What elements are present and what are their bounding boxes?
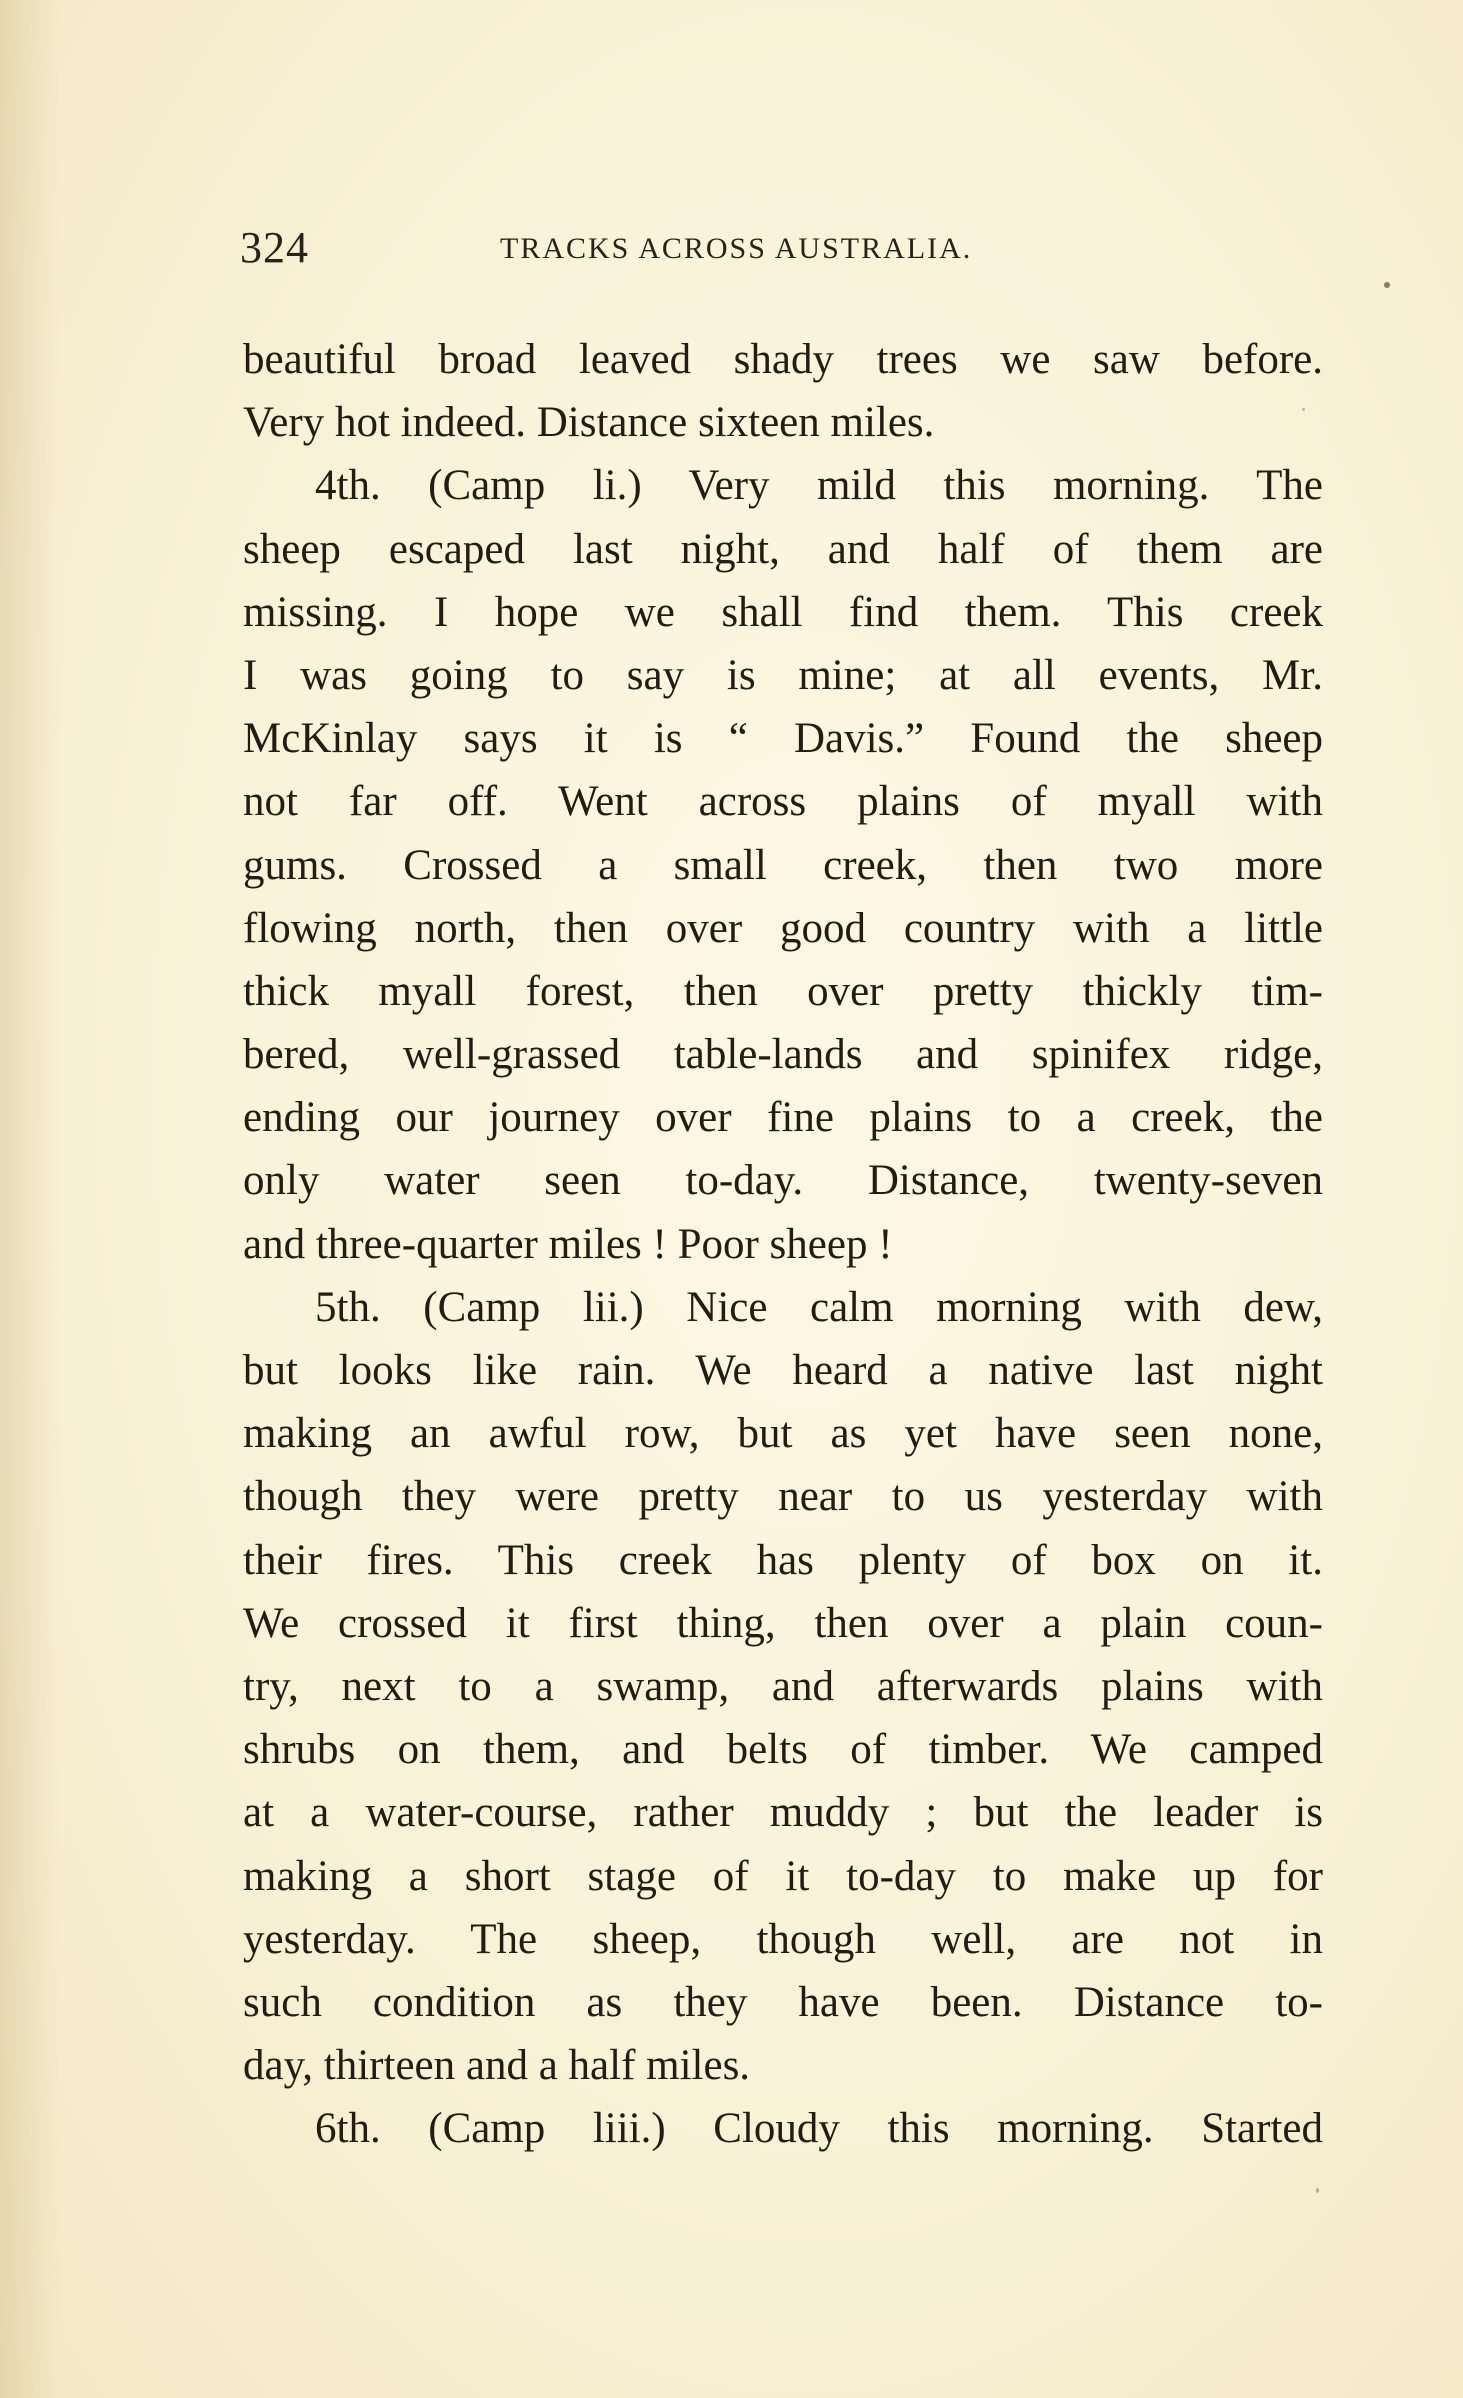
text-line: only water seen to-day. Distance, twenty-seven: [243, 1157, 1323, 1205]
text-line: Very hot indeed. Distance sixteen miles.: [243, 399, 935, 447]
text-line: not far off. Went across plains of myall with: [243, 778, 1323, 826]
text-line: bered, well-grassed table-lands and spinifex ridge,: [243, 1031, 1323, 1079]
text-line: We crossed it first thing, then over a plain coun-: [243, 1599, 1323, 1647]
body-text: [243, 328, 1323, 2160]
text-line: shrubs on them, and belts of timber. We camped: [243, 1726, 1323, 1774]
text-line: such condition as they have been. Distance to-: [243, 1978, 1323, 2026]
running-head: TRACKS ACROSS AUSTRALIA.: [500, 232, 973, 265]
text-line: sheep escaped last night, and half of them are: [243, 525, 1323, 573]
text-line: I was going to say is mine; at all events, Mr.: [243, 651, 1323, 699]
text-line: yesterday. The sheep, though well, are not in: [243, 1915, 1323, 1963]
text-line: day, thirteen and a half miles.: [243, 2042, 751, 2090]
text-line: try, next to a swamp, and afterwards plains with: [243, 1662, 1323, 1710]
text-line: beautiful broad leaved shady trees we saw before.: [243, 336, 1323, 383]
text-line: missing. I hope we shall find them. This creek: [243, 588, 1323, 636]
text-line: 4th. (Camp li.) Very mild this morning. The: [315, 462, 1323, 510]
paper-speck: [1316, 2188, 1319, 2193]
text-line: thick myall forest, then over pretty thickly tim-: [243, 967, 1323, 1015]
page-gutter-shadow: [0, 0, 60, 2398]
text-line: McKinlay says it is “ Davis.” Found the sheep: [243, 715, 1323, 763]
text-line: 6th. (Camp liii.) Cloudy this morning. Started: [315, 2105, 1323, 2153]
paper-speck: [1302, 408, 1305, 411]
text-line: but looks like rain. We heard a native last night: [243, 1347, 1323, 1394]
page-number: 324: [240, 223, 309, 272]
text-line: gums. Crossed a small creek, then two more: [243, 841, 1323, 889]
text-line: though they were pretty near to us yesterday with: [243, 1473, 1323, 1521]
text-line: ending our journey over fine plains to a creek, the: [243, 1094, 1323, 1142]
text-line: flowing north, then over good country with a little: [243, 904, 1323, 952]
text-line: making a short stage of it to-day to make up for: [243, 1852, 1323, 1900]
text-line: making an awful row, but as yet have seen none,: [243, 1410, 1323, 1458]
text-line: their fires. This creek has plenty of box on it.: [243, 1536, 1323, 1584]
text-line: 5th. (Camp lii.) Nice calm morning with dew,: [315, 1283, 1323, 1331]
text-line: and three-quarter miles ! Poor sheep !: [243, 1220, 893, 1268]
paper-speck: [1384, 282, 1390, 288]
page-header: [240, 222, 1040, 282]
text-line: at a water-course, rather muddy ; but the leader is: [243, 1789, 1323, 1837]
